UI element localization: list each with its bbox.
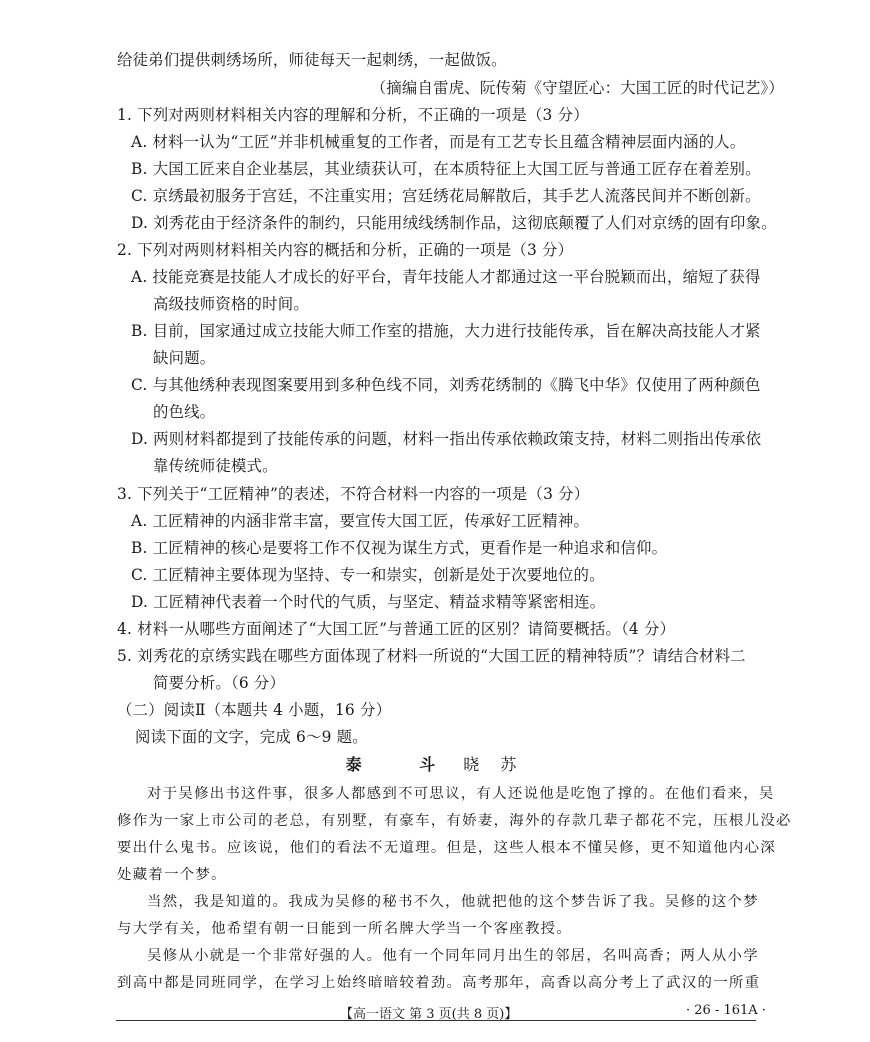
story-paragraph-1: 对于吴修出书这件事，很多人都感到不可思议，有人还说他是吃饱了撑的。在他们看来，吴 — [147, 786, 775, 802]
section-heading: （二）阅读Ⅱ（本题共 4 小题，16 分） — [117, 701, 392, 719]
story-title: 泰 斗 — [345, 755, 462, 774]
question-5: 5. 刘秀花的京绣实践在哪些方面体现了材料一所说的“大国工匠的精神特质”？请结合材料二 — [117, 647, 746, 665]
question-1-option-a: A. 材料一认为“工匠”并非机械重复的工作者，而是有工艺专长且蕴含精神层面内涵的人。 — [131, 133, 746, 151]
question-2-option-d: D. 两则材料都提到了技能传承的问题，材料一指出传承依赖政策支持，材料二则指出传承依 — [131, 430, 762, 448]
question-3-option-a: A. 工匠精神的内涵非常丰富，要宣传大国工匠，传承好工匠精神。 — [131, 512, 590, 530]
question-3-option-d: D. 工匠精神代表着一个时代的气质，与坚定、精益求精等紧密相连。 — [131, 593, 606, 611]
question-2: 2. 下列对两则材料相关内容的概括和分析，正确的一项是（3 分） — [117, 241, 574, 259]
question-2-option-a: A. 技能竞赛是技能人才成长的好平台，青年技能人才都通过这一平台脱颖而出，缩短了获得 — [131, 268, 761, 286]
story-paragraph-1-line: 处藏着一个梦。 — [117, 867, 227, 883]
story-paragraph-2: 当然，我是知道的。我成为吴修的秘书不久，他就把他的这个梦告诉了我。吴修的这个梦 — [147, 894, 759, 910]
question-2-option-d-cont: 靠传统师徒模式。 — [153, 457, 278, 475]
story-paragraph-3-line: 到高中都是同班同学，在学习上始终暗暗较着劲。高考那年，高香以高分考上了武汉的一所重 — [117, 975, 761, 991]
story-paragraph-3: 吴修从小就是一个非常好强的人。他有一个同年同月出生的邻居，名叫高香；两人从小学 — [147, 948, 759, 964]
question-4: 4. 材料一从哪些方面阐述了“大国工匠”与普通工匠的区别？请简要概括。（4 分） — [117, 620, 676, 638]
story-author: 晓 苏 — [463, 755, 525, 774]
question-2-option-b: B. 目前，国家通过成立技能大师工作室的措施，大力进行技能传承，旨在解决高技能人才紧 — [131, 322, 761, 340]
paper-code: · 26 - 161A · — [686, 1003, 766, 1018]
question-2-option-c-cont: 的色线。 — [153, 403, 216, 421]
question-1-option-b: B. 大国工匠来自企业基层，其业绩获认可，在本质特征上大国工匠与普通工匠存在着差别。 — [131, 160, 761, 178]
question-2-option-c: C. 与其他绣种表现图案要用到多种色线不同，刘秀花绣制的《腾飞中华》仅使用了两种颜色 — [131, 376, 761, 394]
question-1: 1. 下列对两则材料相关内容的理解和分析，不正确的一项是（3 分） — [117, 106, 589, 124]
source-citation: （摘编自雷虎、阮传菊《守望匠心：大国工匠的时代记艺》） — [370, 79, 784, 97]
story-paragraph-1-line: 修作为一家上市公司的老总，有别墅，有豪车，有娇妻，海外的存款几辈子都花不完，压根儿没必 — [117, 813, 792, 829]
text-line: 给徒弟们提供刺绣场所，师徒每天一起刺绣，一起做饭。 — [117, 51, 507, 69]
question-3-option-b: B. 工匠精神的核心是要将工作不仅视为谋生方式，更看作是一种追求和信仰。 — [131, 539, 668, 557]
reading-instruction: 阅读下面的文字，完成 6～9 题。 — [135, 728, 368, 746]
question-1-option-d: D. 刘秀花由于经济条件的制约，只能用绒线绣制作品，这彻底颠覆了人们对京绣的固有印象。 — [131, 214, 777, 232]
story-paragraph-2-line: 与大学有关，他希望有朝一日能到一所名牌大学当一个客座教授。 — [117, 921, 573, 937]
story-title-line — [0, 755, 870, 775]
page-footer: 【高一语文 第 3 页(共 8 页)】 — [340, 1007, 518, 1022]
question-1-option-c: C. 京绣最初服务于宫廷，不注重实用；宫廷绣花局解散后，其手艺人流落民间并不断创新。 — [131, 187, 761, 205]
question-3: 3. 下列关于“工匠精神”的表述，不符合材料一内容的一项是（3 分） — [117, 485, 590, 503]
question-5-cont: 简要分析。（6 分） — [153, 674, 286, 692]
question-3-option-c: C. 工匠精神主要体现为坚持、专一和崇实，创新是处于次要地位的。 — [131, 566, 605, 584]
story-paragraph-1-line: 要出什么鬼书。应该说，他们的看法不无道理。但是，这些人根本不懂吴修，更不知道他内心深 — [117, 840, 777, 856]
question-2-option-a-cont: 高级技师资格的时间。 — [153, 295, 309, 313]
question-2-option-b-cont: 缺问题。 — [153, 349, 216, 367]
